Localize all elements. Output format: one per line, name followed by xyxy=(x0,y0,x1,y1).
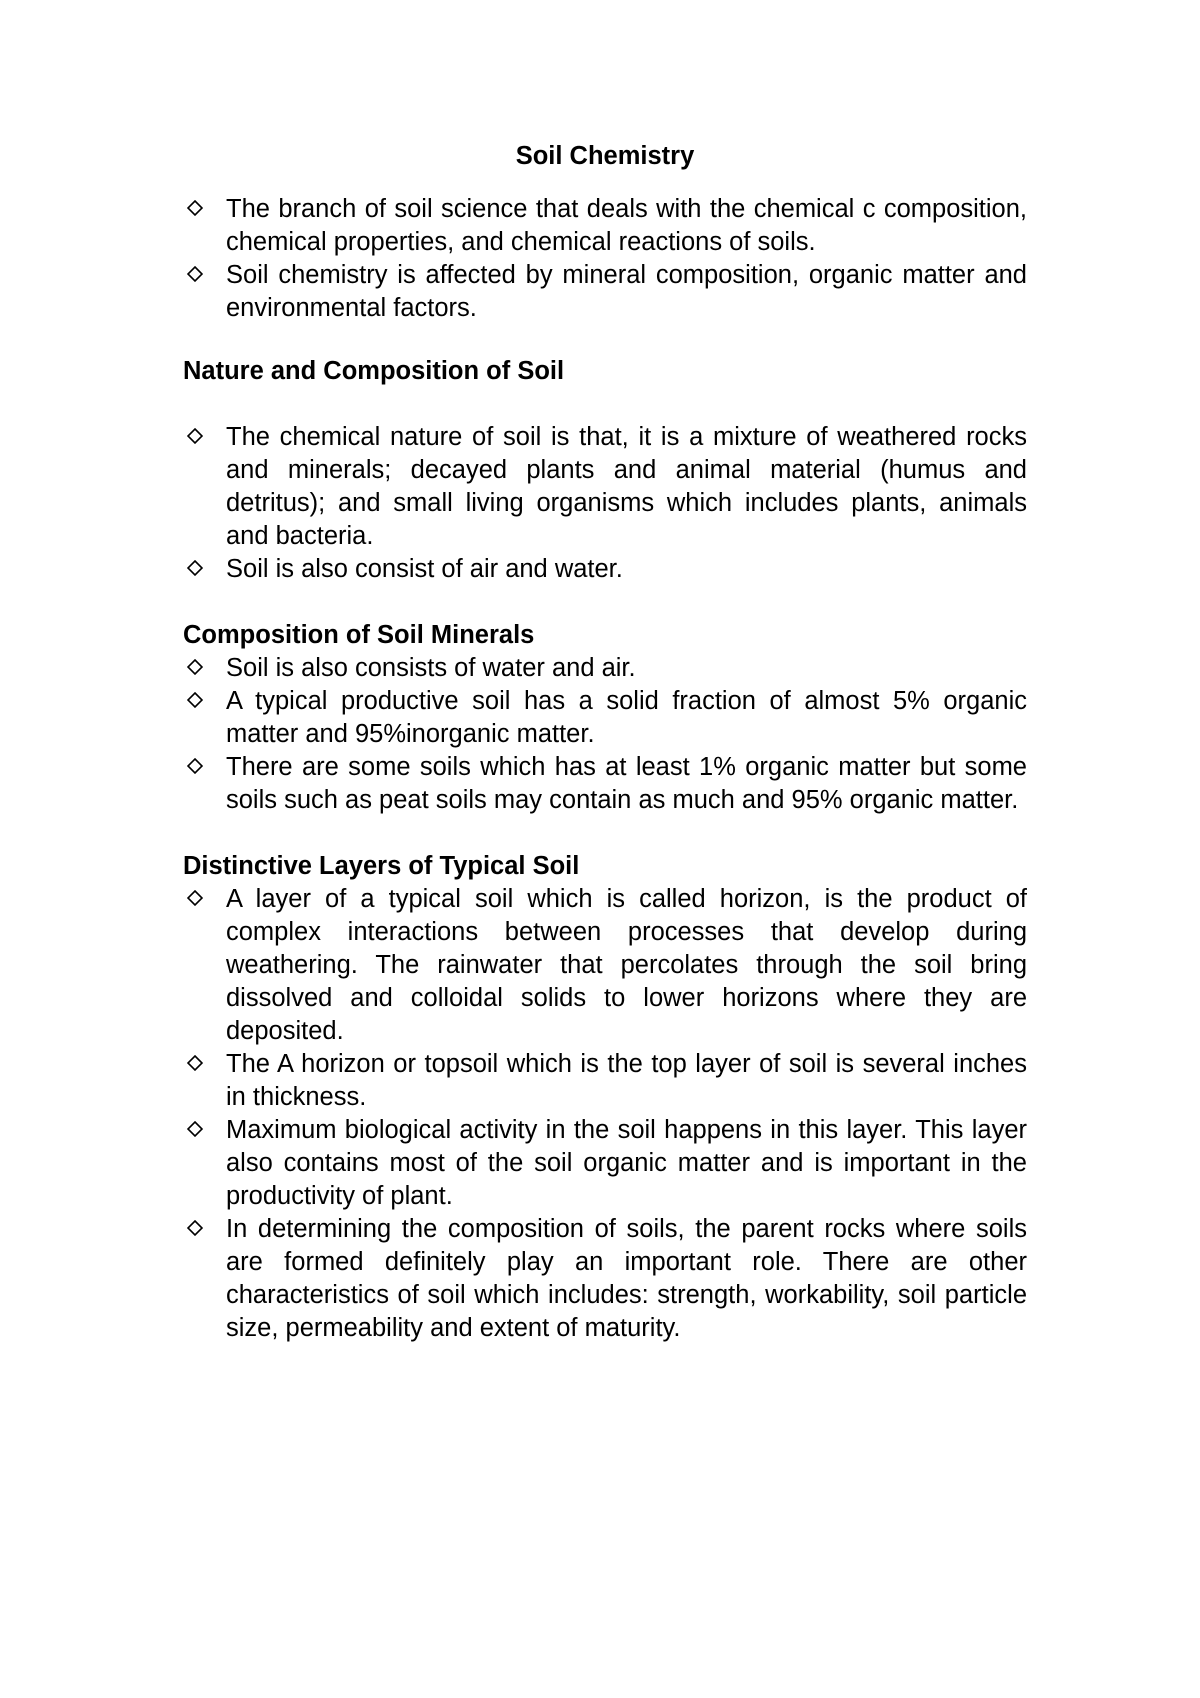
list-item-text: Maximum biological activity in the soil happens in this layer. This layer also contains most of the soil organic matter and is important in the productivity of plant. xyxy=(226,1116,1027,1210)
diamond-bullet-icon xyxy=(187,652,207,685)
list-item xyxy=(183,259,1027,325)
list-item xyxy=(183,652,1027,685)
diamond-bullet-icon xyxy=(187,553,207,586)
list-item xyxy=(183,1114,1027,1213)
list-item xyxy=(183,751,1027,817)
diamond-bullet-icon xyxy=(187,1213,207,1246)
diamond-bullet-icon xyxy=(187,751,207,784)
intro-list xyxy=(183,193,1027,325)
list-item-text: A layer of a typical soil which is called horizon, is the product of complex interactions between processes that develop during weathering. The rainwater that percolates through the soil bring dissolved and colloidal solids to lower horizons where they are deposited. xyxy=(226,885,1027,1045)
list-item-text: The A horizon or topsoil which is the top layer of soil is several inches in thickness. xyxy=(226,1050,1027,1111)
section-heading: Distinctive Layers of Typical Soil xyxy=(183,852,580,880)
list-item-text: Soil is also consists of water and air. xyxy=(226,654,636,682)
diamond-bullet-icon xyxy=(187,259,207,292)
list-item xyxy=(183,553,1027,586)
list-item xyxy=(183,421,1027,553)
section-heading: Nature and Composition of Soil xyxy=(183,357,565,385)
list-item-text: The chemical nature of soil is that, it is a mixture of weathered rocks and minerals; decayed plants and animal material (humus and detritus); and small living organisms which includes plants, animals and bacteria. xyxy=(226,423,1027,550)
list-item-text: A typical productive soil has a solid fraction of almost 5% organic matter and 95%inorganic matter. xyxy=(226,687,1027,748)
list-item-text: In determining the composition of soils, the parent rocks where soils are formed definitely play an important role. There are other characteristics of soil which includes: strength, workability, soil particle size, permeability and extent of maturity. xyxy=(226,1215,1027,1342)
diamond-bullet-icon xyxy=(187,193,207,226)
list-item-text: There are some soils which has at least 1% organic matter but some soils such as peat soils may contain as much and 95% organic matter. xyxy=(226,753,1027,814)
section-heading: Composition of Soil Minerals xyxy=(183,621,535,649)
list-item xyxy=(183,883,1027,1048)
diamond-bullet-icon xyxy=(187,1114,207,1147)
list-item-text: The branch of soil science that deals with the chemical c composition, chemical properties, and chemical reactions of soils. xyxy=(226,195,1027,256)
document-body xyxy=(183,140,1027,1345)
list-item-text: Soil is also consist of air and water. xyxy=(226,555,623,583)
list-item xyxy=(183,685,1027,751)
page-title: Soil Chemistry xyxy=(515,142,695,170)
diamond-bullet-icon xyxy=(187,1048,207,1081)
diamond-bullet-icon xyxy=(187,421,207,454)
section-list xyxy=(183,652,1027,817)
list-item xyxy=(183,1048,1027,1114)
diamond-bullet-icon xyxy=(187,685,207,718)
list-item xyxy=(183,1213,1027,1345)
list-item xyxy=(183,193,1027,259)
diamond-bullet-icon xyxy=(187,883,207,916)
list-item-text: Soil chemistry is affected by mineral composition, organic matter and environmental factors. xyxy=(226,261,1027,322)
section-list xyxy=(183,883,1027,1345)
section-list xyxy=(183,421,1027,586)
